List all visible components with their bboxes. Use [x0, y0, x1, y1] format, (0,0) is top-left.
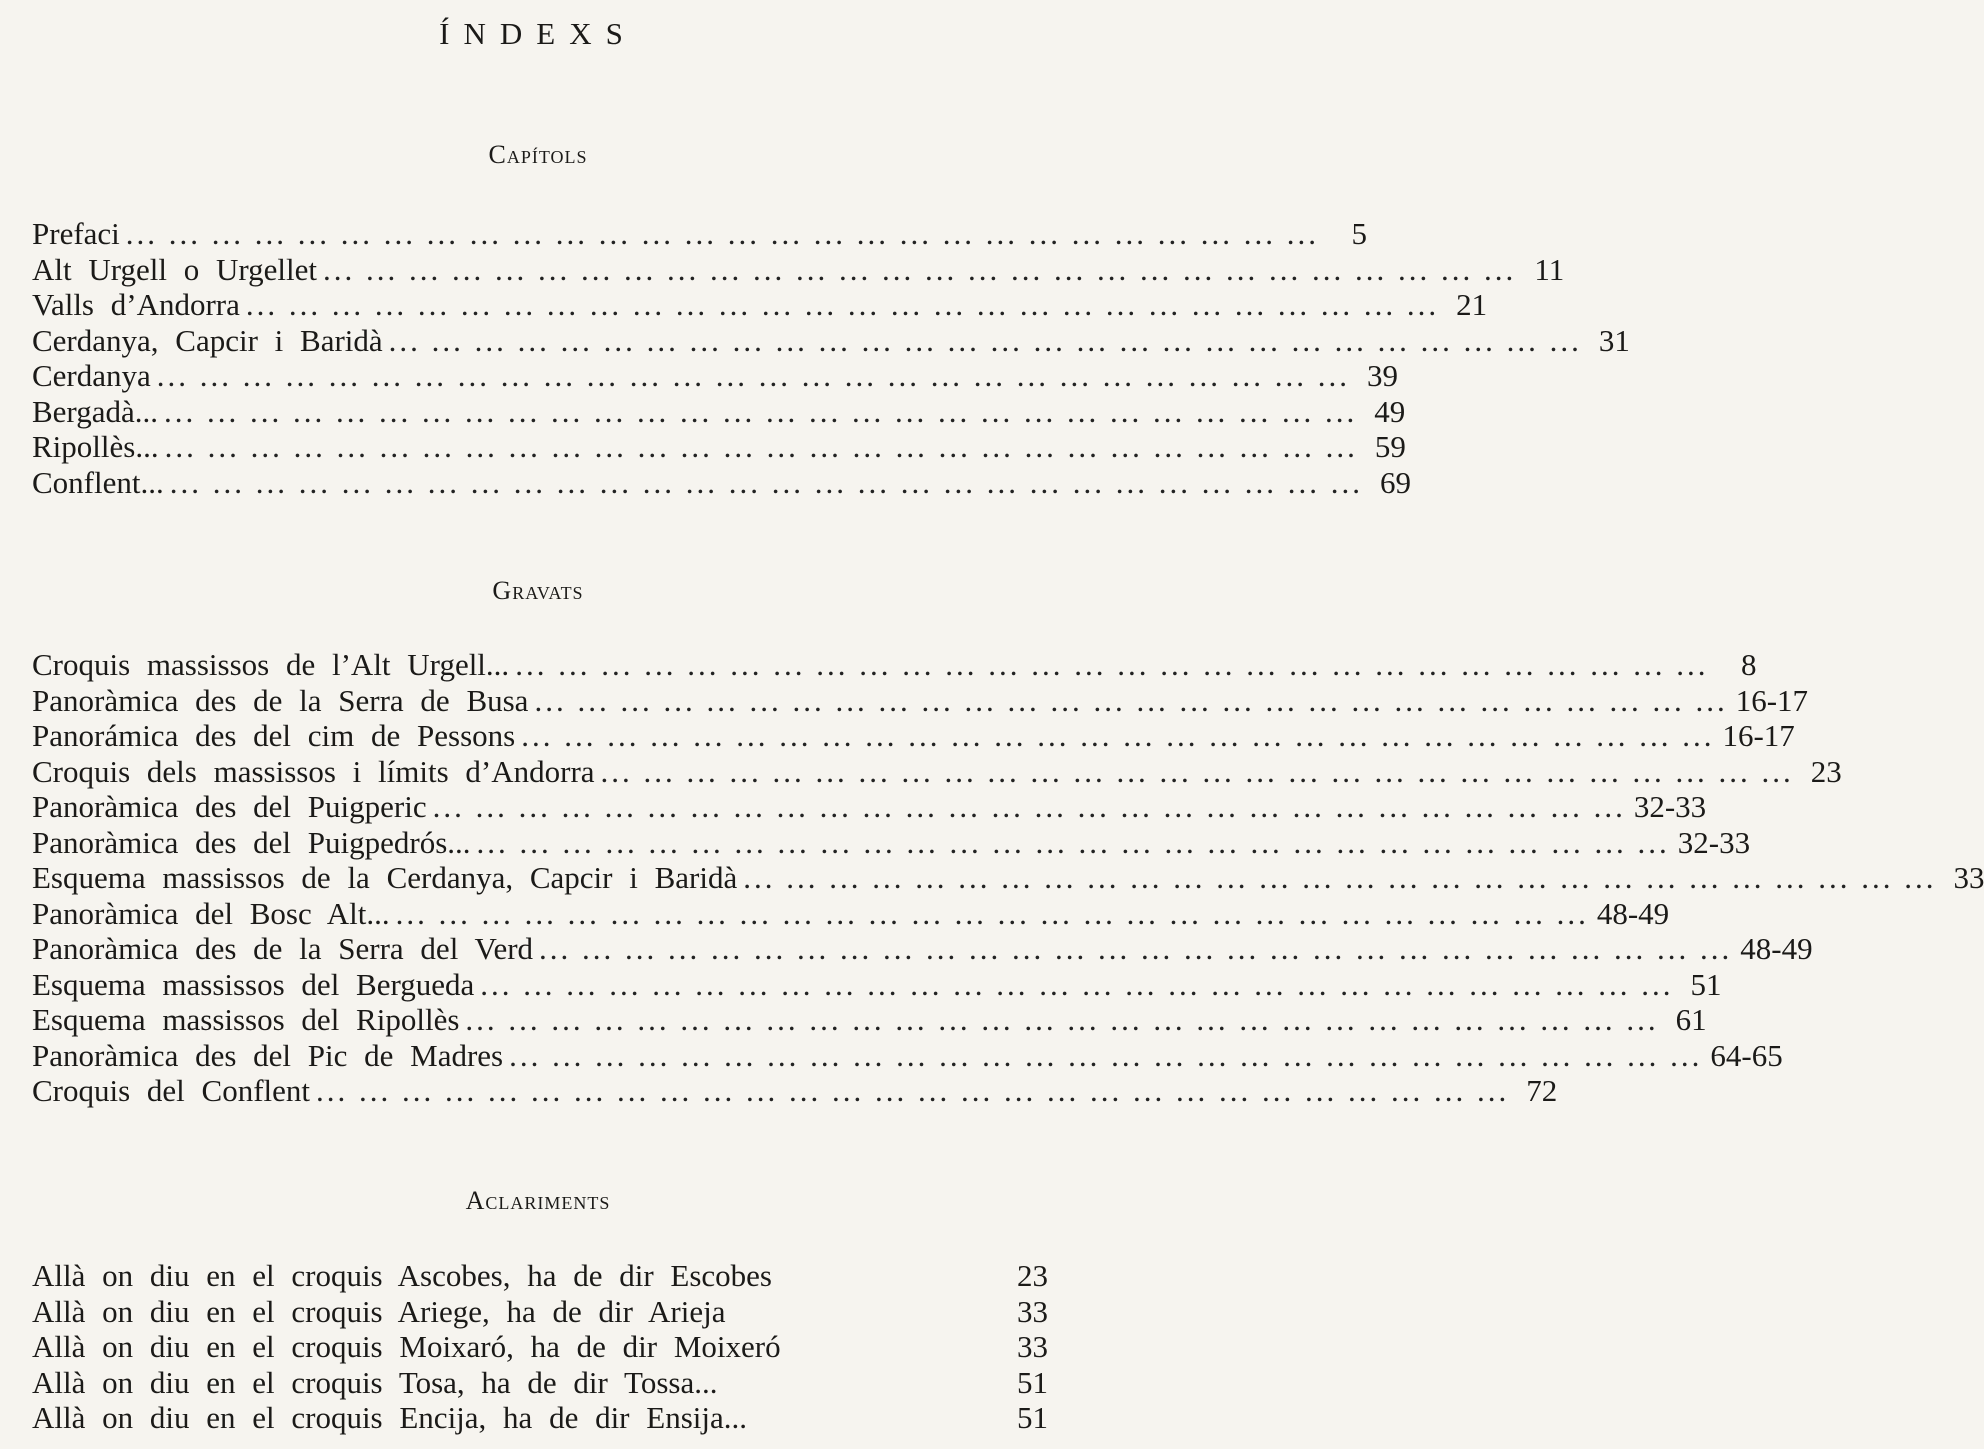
entry-text: Prefaci [32, 216, 120, 251]
capitols-list [32, 216, 1630, 500]
entry-text: Ripollès... [32, 429, 159, 464]
entry-page-number: 33 [1953, 860, 1984, 895]
entry-text: Allà on diu en el croquis Moixaró, ha de dir Moixeró [32, 1329, 781, 1364]
entry-text: Esquema massissos de la Cerdanya, Capcir i Baridà [32, 860, 738, 895]
leader-dots [539, 931, 1732, 967]
index-entry [32, 824, 1751, 861]
entry-text: Croquis massissos de l’Alt Urgell... [32, 647, 510, 682]
entry-page-number: 51 [1017, 1400, 1048, 1435]
entry-page-number: 5 [1351, 216, 1368, 251]
leader-dots [477, 825, 1670, 861]
page-title: ÍNDEXS [439, 16, 637, 51]
index-entry [32, 216, 1368, 252]
entry-text: Esquema massissos del Bergueda [32, 966, 475, 1002]
entry-text: Allà on diu en el croquis Encija, ha de dir Ensija... [32, 1400, 747, 1435]
entry-page-number: 51 [1690, 966, 1722, 1002]
index-entry [32, 1294, 1048, 1330]
index-entry [32, 1400, 1048, 1436]
entry-text: Esquema massissos del Ripollès [32, 1002, 460, 1037]
index-entry [32, 1365, 1048, 1401]
entry-page-number: 61 [1675, 1002, 1707, 1037]
section-heading-gravats: Gravats [492, 576, 584, 605]
index-entry [32, 1258, 1048, 1294]
entry-text: Panoràmica des del Pic de Madres [32, 1037, 504, 1073]
section-heading-aclariments: Aclariments [465, 1186, 611, 1215]
leader-dots [323, 252, 1516, 288]
leader-dots [165, 429, 1358, 465]
leader-dots [509, 1038, 1702, 1074]
aclariments-list [32, 1258, 1048, 1436]
entry-text: Allà on diu en el croquis Ariege, ha de dir Arieja [32, 1293, 726, 1329]
leader-dots [601, 754, 1794, 790]
entry-page-number: 8 [1740, 647, 1757, 682]
entry-text: Cerdanya [32, 358, 151, 393]
index-entry [32, 718, 1795, 754]
index-entry [32, 895, 1670, 932]
entry-page-number: 33 [1017, 1329, 1048, 1364]
leader-dots [126, 216, 1319, 252]
index-entry [32, 429, 1406, 465]
leader-dots [433, 789, 1626, 825]
entry-page-number: 23 [1017, 1258, 1048, 1293]
entry-text: Conflent... [32, 464, 164, 500]
index-entry [32, 966, 1722, 1003]
index-entry [32, 358, 1399, 394]
entry-text: Bergadà... [32, 393, 158, 429]
index-entry [32, 647, 1757, 683]
index-entry [32, 464, 1411, 501]
entry-text: Panoràmica des de la Serra de Busa [32, 682, 529, 718]
entry-page-number: 33 [1017, 1293, 1048, 1329]
leader-dots [164, 394, 1357, 430]
index-entry [32, 1329, 1048, 1365]
leader-dots [389, 323, 1582, 359]
entry-text: Alt Urgell o Urgellet [32, 251, 318, 287]
leader-dots [170, 465, 1363, 501]
entry-text: Allà on diu en el croquis Tosa, ha de dir Tossa... [32, 1364, 718, 1400]
gravats-list [32, 647, 1984, 1109]
entry-page-number: 69 [1380, 464, 1411, 500]
index-entry [32, 251, 1565, 288]
index-entry [32, 322, 1630, 359]
entry-page-number: 11 [1534, 251, 1565, 287]
leader-dots [480, 967, 1673, 1003]
entry-text: Panoràmica des de la Serra del Verd [32, 931, 534, 966]
index-entry [32, 860, 1984, 896]
entry-page-number: 16-17 [1735, 682, 1809, 718]
leader-dots [157, 358, 1350, 394]
index-entry [32, 753, 1842, 790]
index-entry [32, 287, 1488, 323]
index-entry [32, 1037, 1783, 1074]
entry-text: Panoràmica del Bosc Alt... [32, 895, 390, 931]
entry-text: Allà on diu en el croquis Ascobes, ha de dir Escobes [32, 1258, 772, 1293]
entry-page-number: 49 [1374, 393, 1406, 429]
section-heading-capitols: Capítols [488, 140, 588, 169]
leader-dots [534, 683, 1727, 719]
entry-text: Panoràmica des del Puigperic [32, 789, 427, 824]
entry-text: Croquis del Conflent [32, 1073, 311, 1108]
index-entry [32, 931, 1813, 967]
entry-page-number: 59 [1374, 429, 1406, 464]
index-entry [32, 393, 1406, 430]
entry-page-number: 31 [1598, 322, 1630, 358]
entry-page-number: 51 [1017, 1364, 1048, 1400]
entry-page-number: 64-65 [1710, 1037, 1783, 1073]
index-entry [32, 1002, 1707, 1038]
entry-page-number: 48-49 [1740, 931, 1813, 966]
entry-page-number: 32-33 [1633, 789, 1707, 824]
leader-dots [246, 287, 1439, 323]
entry-text: Cerdanya, Capcir i Baridà [32, 322, 383, 358]
entry-text: Panoràmica des del Puigpedrós... [32, 824, 471, 860]
entry-page-number: 32-33 [1677, 824, 1751, 860]
leader-dots [521, 718, 1714, 754]
leader-dots [743, 860, 1936, 896]
index-entry [32, 1073, 1558, 1109]
entry-text: Valls d’Andorra [32, 287, 240, 322]
index-entry [32, 789, 1707, 825]
entry-text: Panorámica des del cim de Pessons [32, 718, 516, 753]
entry-page-number: 39 [1367, 358, 1399, 393]
entry-page-number: 23 [1810, 753, 1842, 789]
leader-dots [465, 1002, 1658, 1038]
entry-page-number: 16-17 [1722, 718, 1795, 753]
entry-page-number: 21 [1456, 287, 1488, 322]
leader-dots [316, 1073, 1509, 1109]
entry-page-number: 48-49 [1596, 895, 1670, 931]
entry-text: Croquis dels massissos i límits d’Andorra [32, 753, 595, 789]
leader-dots [396, 896, 1589, 932]
entry-page-number: 72 [1526, 1073, 1558, 1108]
leader-dots [515, 647, 1708, 683]
index-entry [32, 682, 1809, 719]
